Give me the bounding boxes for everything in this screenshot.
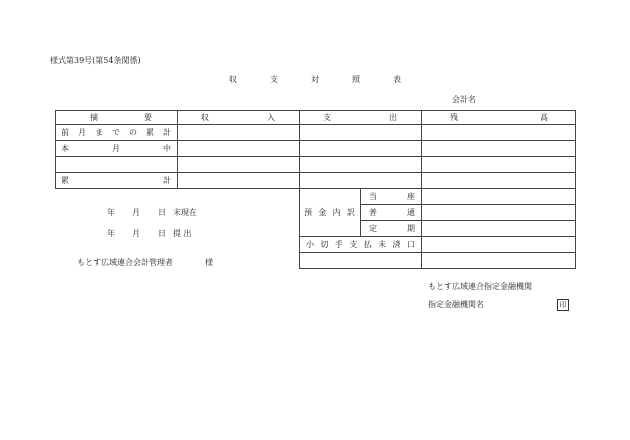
deposit-ordinary-label: 普 通	[369, 208, 415, 217]
table-rule	[575, 110, 576, 268]
uncashed-checks-label: 小 切 手 支 払 未 済 口	[306, 240, 415, 249]
header-receipts: 収 入	[201, 113, 275, 122]
honorific: 様	[205, 258, 213, 267]
deposit-breakdown-label: 預 金 内 訳	[304, 208, 355, 217]
table-rule	[55, 156, 576, 157]
header-payments: 支 出	[323, 113, 397, 122]
title-char: 収	[229, 75, 237, 84]
table-rule	[55, 172, 576, 173]
table-rule	[421, 110, 422, 268]
table-rule	[55, 110, 56, 188]
table-rule	[360, 220, 576, 221]
title-char: 表	[393, 75, 401, 84]
table-rule	[360, 204, 576, 205]
table-rule	[177, 110, 178, 188]
header-balance: 残 高	[450, 113, 548, 122]
table-rule	[55, 140, 576, 141]
table-rule	[360, 188, 361, 236]
bank-header: もとす広域連合指定金融機関	[428, 282, 532, 291]
header-summary: 摘 要	[90, 113, 152, 122]
row-label-this-month: 本 月 中	[61, 144, 171, 153]
table-rule	[299, 252, 576, 253]
table-rule	[55, 188, 576, 189]
title-char: 支	[270, 75, 278, 84]
title-char: 照	[352, 75, 360, 84]
table-rule	[55, 110, 576, 111]
title-char: 対	[311, 75, 319, 84]
bank-name-label: 指定金融機関名	[428, 300, 484, 309]
account-name-label: 会計名	[452, 95, 476, 104]
deposit-fixed-label: 定 期	[369, 224, 415, 233]
seal-stamp-box: 印	[557, 299, 569, 311]
form-number-label: 様式第39号(第54条関係)	[50, 56, 141, 65]
table-rule	[299, 236, 576, 237]
row-label-previous-month: 前 月 ま で の 累 計	[61, 128, 171, 137]
row-label-cumulative: 累 計	[61, 176, 171, 185]
table-rule	[299, 110, 300, 268]
deposit-current-label: 当 座	[369, 192, 415, 201]
table-rule	[55, 124, 576, 125]
addressee: もとす広域連合会計管理者	[77, 258, 173, 267]
table-rule	[299, 268, 576, 269]
